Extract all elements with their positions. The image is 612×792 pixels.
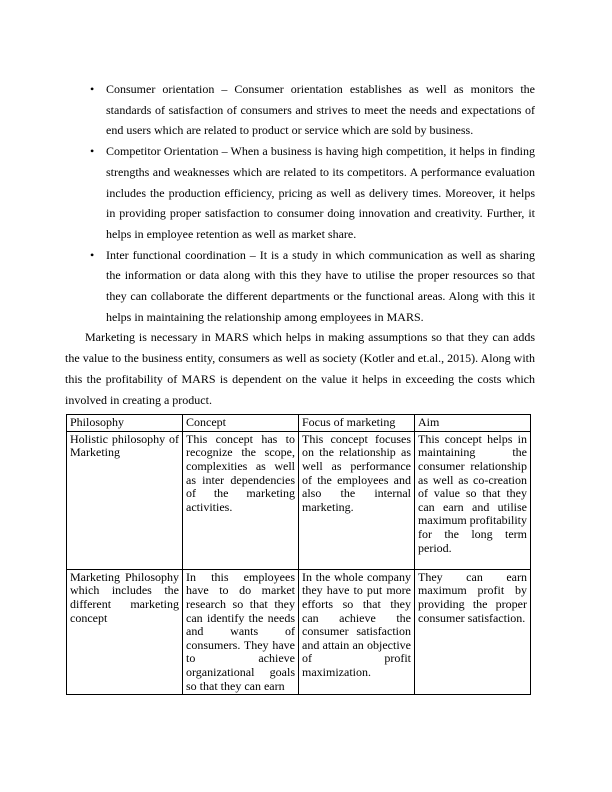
table-cell-focus: This concept focuses on the relationship as well as performance of the employees and also the internal marketing. (299, 431, 415, 569)
bullet-icon: • (90, 144, 95, 159)
table-row (67, 431, 531, 569)
table-cell-philosophy: Marketing Philosophy which includes the different marketing concept (67, 569, 183, 694)
bullet-text: Inter functional coordination – It is a study in which communication as well as sharing the information or data along with this they have to utilise the proper resources so that they can collaborate the different departments or the functional areas. Along with this it helps in maintaining the relationship among employees in MARS. (106, 247, 535, 324)
body-paragraph-marketing-necessity: Marketing is necessary in MARS which helps in making assumptions so that they can adds the value to the business entity, consumers as well as society (Kotler and et.al., 2015). Along with this the profitability of MARS is dependent on the value it helps in exceeding the costs which involved in creating a product. (65, 330, 535, 407)
bullet-item-competitor-orientation (65, 141, 535, 245)
table-cell-focus: In the whole company they have to put more efforts so that they can achieve the consumer satisfaction and attain an objective of profit maximization. (299, 569, 415, 694)
bullet-text: Competitor Orientation – When a business is having high competition, it helps in finding strengths and weaknesses which are related to its competitors. A performance evaluation includes the production efficiency, pricing as well as delivery times. Moreover, it helps in providing proper satisfaction to consumer doing innovation and creativity. Further, it helps in employee retention as well as market share. (106, 144, 535, 241)
table-header-philosophy: Philosophy (67, 415, 183, 432)
table-cell-philosophy: Holistic philosophy of Marketing (67, 431, 183, 569)
table-header-concept: Concept (183, 415, 299, 432)
table-header-aim: Aim (415, 415, 531, 432)
bullet-item-inter-functional-coordination (65, 245, 535, 328)
table-header-focus-of-marketing: Focus of marketing (299, 415, 415, 432)
table-row (67, 569, 531, 694)
table-header-row (67, 415, 531, 432)
table-cell-concept: This concept has to recognize the scope, complexities as well as inter dependencies of the marketing activities. (183, 431, 299, 569)
bullet-item-consumer-orientation (65, 79, 535, 141)
bullet-text: Consumer orientation – Consumer orientation establishes as well as monitors the standards of satisfaction of consumers and strives to meet the needs and expectations of end users which are related to product or service which are sold by business. (106, 82, 535, 138)
table-cell-concept: In this employees have to do market research so that they can identify the needs and wants of consumers. They have to achieve organizational goals so that they can earn (183, 569, 299, 694)
bullet-icon: • (90, 82, 95, 96)
table-cell-aim: This concept helps in maintaining the consumer relationship as well as co-creation of value so that they can earn and utilise maximum profitability for the long term period. (415, 431, 531, 569)
marketing-philosophy-table (66, 414, 531, 695)
table-cell-aim: They can earn maximum profit by providing the proper consumer satisfaction. (415, 569, 531, 694)
bullet-icon: • (90, 247, 95, 262)
bullet-list (65, 79, 535, 327)
